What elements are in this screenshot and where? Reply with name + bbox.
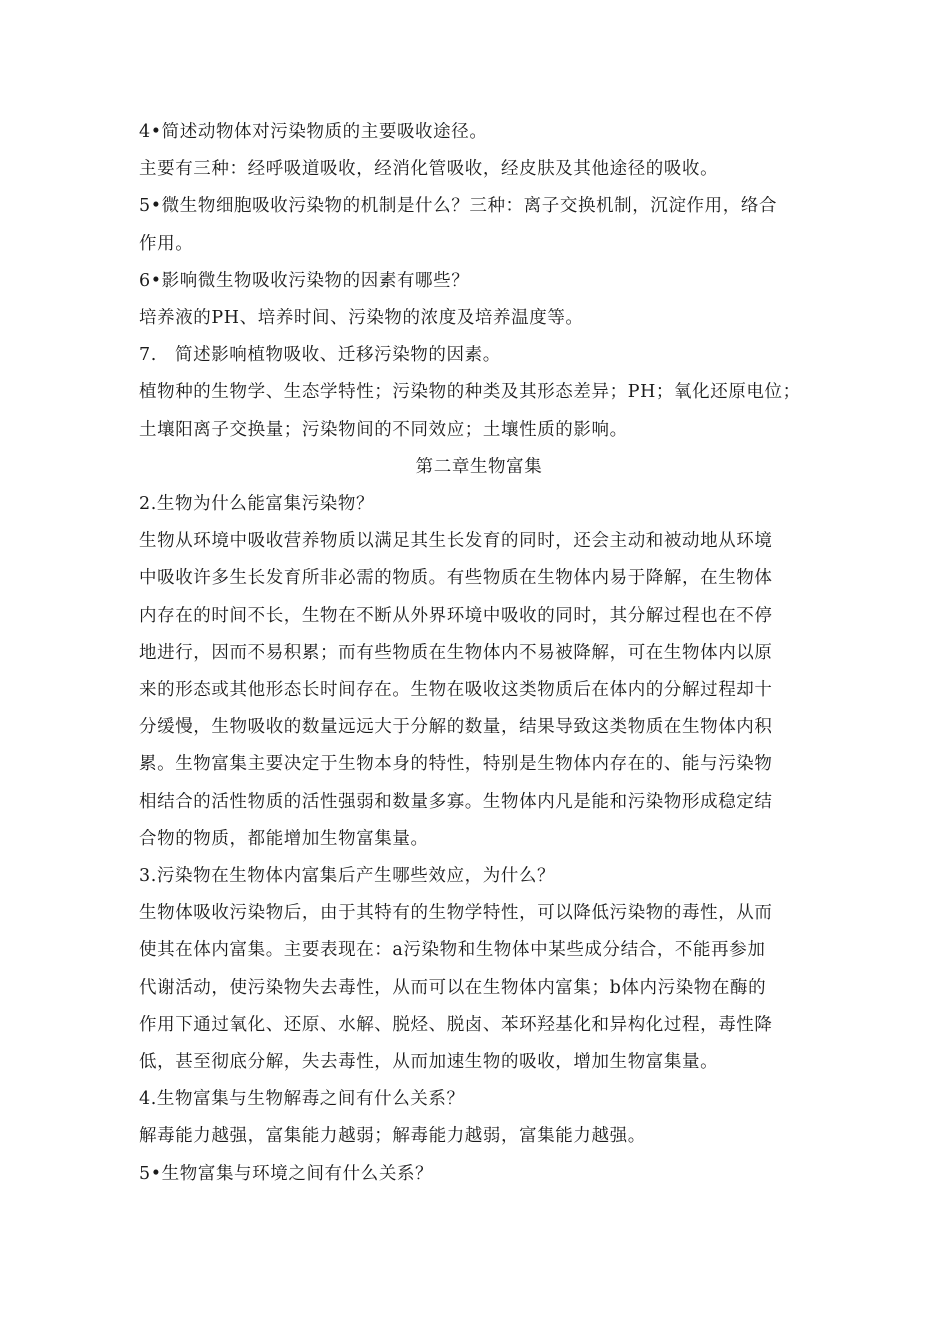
answer-3-line-2: 使其在体内富集。主要表现在：a污染物和生物体中某些成分结合，不能再参加 — [139, 940, 766, 961]
question-5-microbe-mechanism-line-1: 5•微生物细胞吸收污染物的机制是什么？三种：离子交换机制，沉淀作用，络合 — [139, 196, 778, 217]
question-5-microbe-mechanism-line-2: 作用。 — [139, 233, 194, 254]
answer-2-line-7: 累。生物富集主要决定于生物本身的特性，特别是生物体内存在的、能与污染物 — [139, 754, 773, 775]
answer-2-line-9: 合物的物质，都能增加生物富集量。 — [139, 828, 429, 849]
question-5-environment-relation: 5•生物富集与环境之间有什么关系？ — [139, 1163, 434, 1184]
answer-2-line-2: 中吸收许多生长发育所非必需的物质。有些物质在生物体内易于降解，在生物体 — [139, 568, 773, 589]
answer-2-line-8: 相结合的活性物质的活性强弱和数量多寡。生物体内凡是能和污染物形成稳定结 — [139, 791, 773, 812]
answer-3-line-1: 生物体吸收污染物后，由于其特有的生物学特性，可以降低污染物的毒性，从而 — [139, 903, 773, 924]
answer-3-line-3: 代谢活动，使污染物失去毒性，从而可以在生物体内富集；b体内污染物在酶的 — [139, 977, 767, 998]
answer-2-line-3: 内存在的时间不长，生物在不断从外界环境中吸收的同时，其分解过程也在不停 — [139, 605, 773, 626]
document-body — [139, 114, 819, 1193]
answer-6-line-1: 培养液的PH、培养时间、污染物的浓度及培养温度等。 — [139, 308, 584, 329]
answer-2-line-1: 生物从环境中吸收营养物质以满足其生长发育的同时，还会主动和被动地从环境 — [139, 531, 773, 552]
answer-3-line-4: 作用下通过氧化、还原、水解、脱烃、脱卤、苯环羟基化和异构化过程，毒性降 — [139, 1014, 773, 1035]
answer-4b-line-1: 解毒能力越强，富集能力越弱；解毒能力越弱，富集能力越强。 — [139, 1126, 646, 1147]
chapter-heading: 第二章生物富集 — [415, 456, 543, 477]
answer-2-line-6: 分缓慢，生物吸收的数量远远大于分解的数量，结果导致这类物质在生物体内积 — [139, 717, 773, 738]
answer-4-line-1: 主要有三种：经呼吸道吸收，经消化管吸收，经皮肤及其他途径的吸收。 — [139, 159, 719, 180]
answer-7-line-2: 土壤阳离子交换量；污染物间的不同效应；土壤性质的影响。 — [139, 419, 628, 440]
answer-3-line-5: 低，甚至彻底分解，失去毒性，从而加速生物的吸收，增加生物富集量。 — [139, 1052, 719, 1073]
answer-2-line-5: 来的形态或其他形态长时间存在。生物在吸收这类物质后在体内的分解过程却十 — [139, 680, 773, 701]
question-4-detox-relation: 4.生物富集与生物解毒之间有什么关系？ — [139, 1089, 465, 1110]
question-3-effects: 3.污染物在生物体内富集后产生哪些效应，为什么？ — [139, 866, 556, 887]
question-4-animal-absorption: 4•简述动物体对污染物质的主要吸收途径。 — [139, 122, 488, 142]
question-2-why-bioaccumulate: 2.生物为什么能富集污染物？ — [139, 494, 375, 515]
answer-2-line-4: 地进行，因而不易积累；而有些物质在生物体内不易被降解，可在生物体内以原 — [139, 642, 773, 663]
answer-7-line-1: 植物种的生物学、生态学特性；污染物的种类及其形态差异；PH；氧化还原电位； — [139, 382, 801, 403]
question-7-plant-factors: 7. 简述影响植物吸收、迁移污染物的因素。 — [139, 345, 501, 366]
question-6-microbe-factors: 6•影响微生物吸收污染物的因素有哪些？ — [139, 270, 470, 291]
